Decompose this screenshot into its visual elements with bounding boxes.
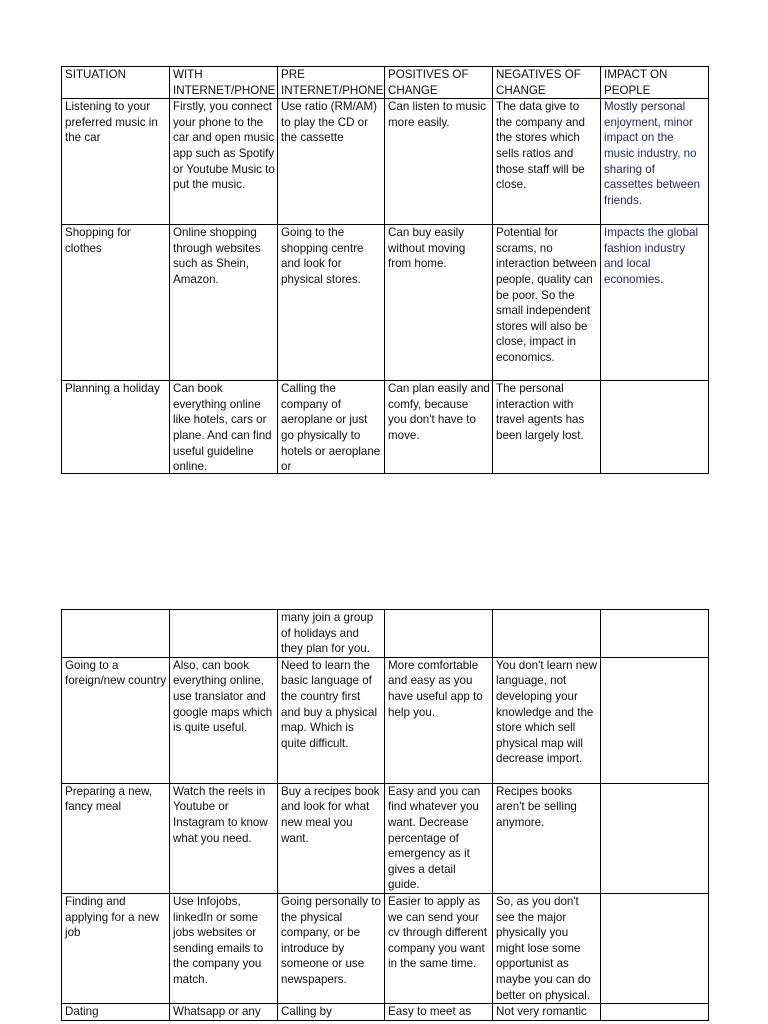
cell-situation-text: Dating xyxy=(65,1005,99,1019)
cell-pre-internet: Going to the shopping centre and look for physical stores. xyxy=(278,225,385,381)
table-header-row xyxy=(62,67,709,99)
cell-situation xyxy=(62,610,170,658)
cell-negatives: Potential for scrams, no interaction between people, quality can be poor. So the small independent stores will also be close, impact in economics. xyxy=(493,225,601,381)
cell-pre-internet xyxy=(278,1004,385,1021)
cell-with-internet: Also, can book everything online, use translator and google maps which is quite useful. xyxy=(170,657,278,783)
cell-pre-internet: Need to learn the basic language of the country first and buy a physical map. Which is quite difficult. xyxy=(278,657,385,783)
header-situation: SITUATION xyxy=(62,67,170,99)
cell-impact xyxy=(601,1004,709,1021)
cell-impact xyxy=(601,610,709,658)
cell-negatives: The data give to the company and the stores which sells ratios and those staff will be close. xyxy=(493,99,601,225)
cell-with-internet: Use Infojobs, linkedIn or some jobs websites or sending emails to the company you match. xyxy=(170,893,278,1003)
header-impact: IMPACT ON PEOPLE xyxy=(601,67,709,99)
cell-impact xyxy=(601,657,709,783)
cell-positives: More comfortable and easy as you have useful app to help you. xyxy=(385,657,493,783)
cell-situation: Listening to your preferred music in the car xyxy=(62,99,170,225)
cell-situation: Shopping for clothes xyxy=(62,225,170,381)
cell-negatives xyxy=(493,381,601,474)
cell-pre-internet-text: Calling the company of aeroplane or just go physically to hotels or aeroplane or xyxy=(281,382,381,474)
cell-situation: Finding and applying for a new job xyxy=(62,893,170,1003)
header-negatives: NEGATIVES OF CHANGE xyxy=(493,67,601,99)
table-row xyxy=(62,99,709,225)
cell-with-internet-text: Whatsapp or any xyxy=(173,1005,261,1019)
cell-positives: Easy and you can find whatever you want. Decrease percentage of emergency as it gives a detail guide. xyxy=(385,783,493,893)
cell-negatives-text: Not very romantic xyxy=(496,1005,587,1019)
cell-positives xyxy=(385,610,493,658)
table-row xyxy=(62,657,709,783)
cell-impact xyxy=(601,381,709,474)
cell-impact xyxy=(601,783,709,893)
cell-situation: Preparing a new, fancy meal xyxy=(62,783,170,893)
cell-negatives-text: The personal interaction with travel agents has been largely lost. xyxy=(496,382,585,442)
cell-with-internet xyxy=(170,381,278,474)
header-positives: POSITIVES OF CHANGE xyxy=(385,67,493,99)
header-with-internet: WITH INTERNET/PHONE xyxy=(170,67,278,99)
cell-negatives: You don't learn new language, not developing your knowledge and the store which sell physical map will decrease import. xyxy=(493,657,601,783)
cell-situation: Going to a foreign/new country xyxy=(62,657,170,783)
cell-positives-text: Easy to meet as xyxy=(388,1005,472,1019)
cell-impact-text xyxy=(604,1004,706,1020)
cell-positives: Can buy easily without moving from home. xyxy=(385,225,493,381)
cell-situation xyxy=(62,1004,170,1021)
table-row xyxy=(62,610,709,658)
cell-with-internet-text: Can book everything online like hotels, cars or plane. And can find useful guideline online. xyxy=(173,382,272,474)
cell-positives xyxy=(385,381,493,474)
cell-pre-internet xyxy=(278,381,385,474)
cell-pre-internet: Use ratio (RM/AM) to play the CD or the cassette xyxy=(278,99,385,225)
cell-with-internet xyxy=(170,610,278,658)
cell-pre-internet-text: Calling by xyxy=(281,1005,332,1019)
header-pre-internet: PRE INTERNET/PHONE xyxy=(278,67,385,99)
cell-with-internet: Online shopping through websites such as Shein, Amazon. xyxy=(170,225,278,381)
cell-positives: Can listen to music more easily. xyxy=(385,99,493,225)
cell-with-internet xyxy=(170,1004,278,1021)
cell-situation-text: Planning a holiday xyxy=(65,382,160,396)
cell-negatives: Recipes books aren't be selling anymore. xyxy=(493,783,601,893)
cell-pre-internet: Buy a recipes book and look for what new meal you want. xyxy=(278,783,385,893)
cell-situation xyxy=(62,381,170,474)
table-row xyxy=(62,783,709,893)
cell-pre-internet: Going personally to the physical company, or be introduce by someone or use newspapers. xyxy=(278,893,385,1003)
table-row xyxy=(62,381,709,474)
table-row xyxy=(62,893,709,1003)
cell-negatives: So, as you don't see the major physically you might lose some opportunist as maybe you can do better on physical. xyxy=(493,893,601,1003)
cell-positives: Easier to apply as we can send your cv through different company you want in the same time. xyxy=(385,893,493,1003)
cell-with-internet: Firstly, you connect your phone to the car and open music app such as Spotify or Youtube Music to put the music. xyxy=(170,99,278,225)
comparison-table-page-1 xyxy=(61,66,709,474)
cell-impact: Impacts the global fashion industry and local economies. xyxy=(601,225,709,381)
cell-impact: Mostly personal enjoyment, minor impact on the music industry, no sharing of cassettes between friends. xyxy=(601,99,709,225)
cell-positives-text: Can plan easily and comfy, because you don't have to move. xyxy=(388,382,490,442)
table-row xyxy=(62,225,709,381)
cell-impact xyxy=(601,893,709,1003)
cell-negatives xyxy=(493,1004,601,1021)
table-row xyxy=(62,1004,709,1021)
cell-with-internet: Watch the reels in Youtube or Instagram to know what you need. xyxy=(170,783,278,893)
cell-pre-internet: many join a group of holidays and they plan for you. xyxy=(278,610,385,658)
comparison-table-page-2 xyxy=(61,609,709,1021)
cell-impact-text xyxy=(604,381,706,473)
cell-positives xyxy=(385,1004,493,1021)
cell-negatives xyxy=(493,610,601,658)
